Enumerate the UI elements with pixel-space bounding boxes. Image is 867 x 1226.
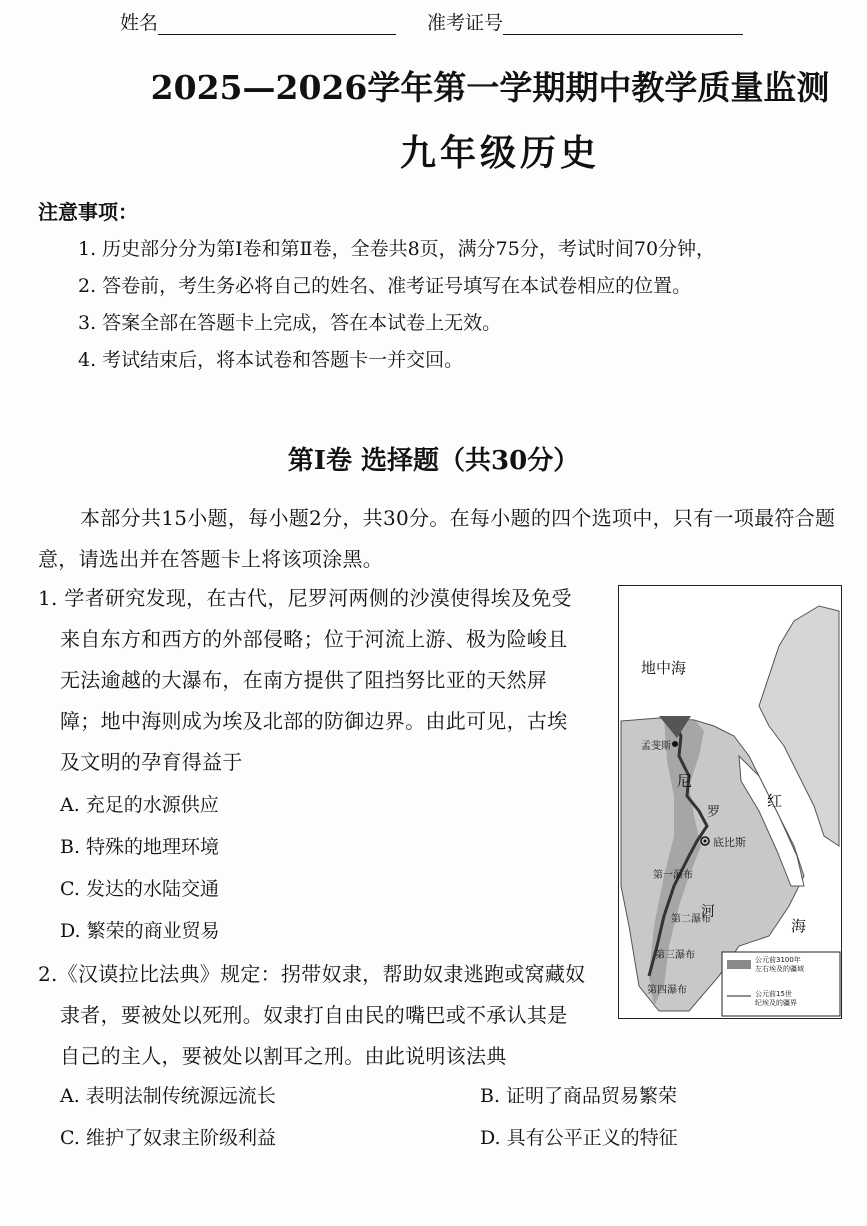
question-2-option-c[interactable]: C. 维护了奴隶主阶级利益 xyxy=(60,1127,276,1149)
question-1-line: 及文明的孕育得益于 xyxy=(60,750,243,774)
ancient-egypt-map xyxy=(618,585,842,1019)
legend-territory-swatch xyxy=(727,960,751,969)
notice-item: 3. 答案全部在答题卡上完成，答在本试卷上无效。 xyxy=(78,312,502,334)
question-1-line: 无法逾越的大瀑布，在南方提供了阻挡努比亚的天然屏 xyxy=(60,668,548,692)
exam-title: 2025—2026学年第一学期期中教学质量监测 xyxy=(150,68,830,107)
exam-id-label: 准考证号 xyxy=(427,12,504,34)
name-label: 姓名 xyxy=(120,12,159,34)
memphis-marker xyxy=(672,741,678,747)
notice-item: 4. 考试结束后，将本试卷和答题卡一并交回。 xyxy=(78,349,464,371)
question-1-option-c[interactable]: C. 发达的水陆交通 xyxy=(60,878,219,900)
exam-id-field[interactable] xyxy=(427,8,743,35)
label-cataract-1: 第一瀑布 xyxy=(653,870,693,881)
legend-border-label: 公元前15世纪埃及的疆界 xyxy=(755,990,797,1007)
question-2-line: 自己的主人，要被处以割耳之刑。由此说明该法典 xyxy=(60,1044,507,1068)
question-2-line: 2.《汉谟拉比法典》规定：拐带奴隶，帮助奴隶逃跑或窝藏奴 xyxy=(38,962,586,986)
question-1-option-a[interactable]: A. 充足的水源供应 xyxy=(60,794,219,816)
label-red-sea-1: 红 xyxy=(767,792,783,810)
label-memphis: 孟斐斯 xyxy=(641,741,671,752)
map-svg xyxy=(619,586,841,1018)
label-nile-1: 尼 xyxy=(677,772,693,790)
notice-item: 2. 答卷前，考生务必将自己的姓名、准考证号填写在本试卷相应的位置。 xyxy=(78,275,692,297)
label-nile-3: 河 xyxy=(701,904,715,920)
subject-title: 九年级历史 xyxy=(399,132,600,174)
label-thebes: 底比斯 xyxy=(713,836,746,849)
section-intro: 本部分共15小题，每小题2分，共30分。在每小题的四个选项中，只有一项最符合题意，请选出并在答题卡上将该项涂黑。 xyxy=(38,506,836,571)
legend-territory-label: 公元前3100年左右埃及的疆域 xyxy=(755,956,804,973)
question-1-option-b[interactable]: B. 特殊的地理环境 xyxy=(60,836,220,858)
question-1-line: 来自东方和西方的外部侵略；位于河流上游、极为险峻且 xyxy=(60,627,568,651)
question-2-option-a[interactable]: A. 表明法制传统源远流长 xyxy=(60,1085,276,1107)
section-title: 第Ⅰ卷 选择题（共30分） xyxy=(287,446,580,476)
name-field[interactable] xyxy=(120,8,396,35)
exam-id-blank[interactable] xyxy=(503,14,743,35)
label-red-sea-2: 海 xyxy=(791,917,807,935)
question-2-option-b[interactable]: B. 证明了商品贸易繁荣 xyxy=(480,1085,678,1107)
label-cataract-2: 第二瀑布 xyxy=(671,914,711,925)
thebes-marker-dot xyxy=(704,840,707,843)
question-2-line: 隶者，要被处以死刑。奴隶打自由民的嘴巴或不承认其是 xyxy=(60,1003,568,1027)
label-cataract-4: 第四瀑布 xyxy=(647,985,687,996)
label-nile-2: 罗 xyxy=(707,805,721,820)
label-mediterranean: 地中海 xyxy=(641,659,687,677)
question-1-option-d[interactable]: D. 繁荣的商业贸易 xyxy=(60,920,220,942)
question-2-option-d[interactable]: D. 具有公平正义的特征 xyxy=(480,1127,678,1149)
notice-item: 1. 历史部分分为第Ⅰ卷和第Ⅱ卷，全卷共8页，满分75分，考试时间70分钟， xyxy=(78,238,716,260)
notice-heading: 注意事项： xyxy=(38,200,138,224)
name-blank[interactable] xyxy=(158,14,396,35)
question-1-line: 1. 学者研究发现，在古代，尼罗河两侧的沙漠使得埃及免受 xyxy=(38,586,572,610)
label-cataract-3: 第三瀑布 xyxy=(655,950,695,961)
question-1-line: 障；地中海则成为埃及北部的防御边界。由此可见，古埃 xyxy=(60,709,568,733)
